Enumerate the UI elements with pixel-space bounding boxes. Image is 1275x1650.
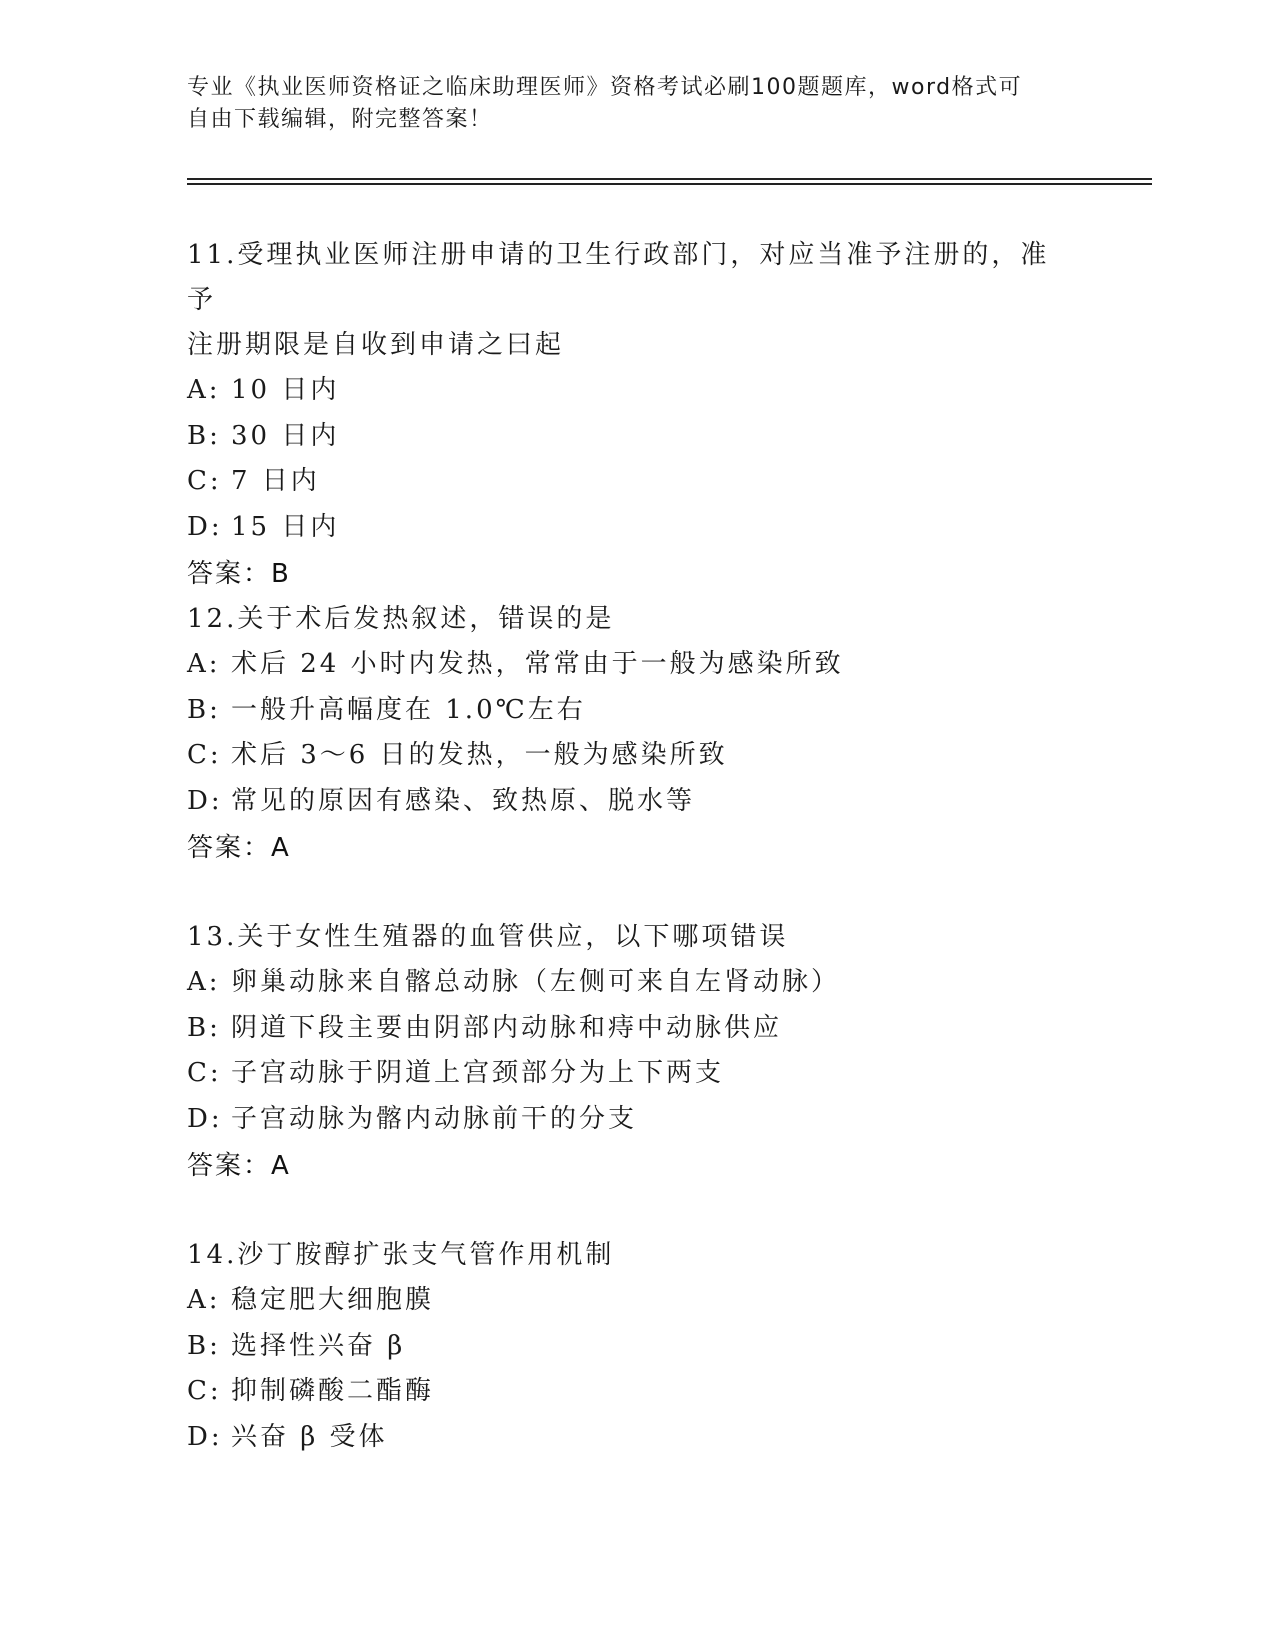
option-label: C: bbox=[187, 1058, 222, 1088]
question-stem-line-1: 13.关于女性生殖器的血管供应，以下哪项错误 bbox=[187, 922, 789, 952]
question-stem-line-2: 注册期限是自收到申请之曰起 bbox=[187, 330, 565, 360]
option-label: A: bbox=[187, 649, 221, 679]
header-divider-top bbox=[187, 178, 1152, 180]
question-11 bbox=[187, 233, 1087, 598]
question-stem bbox=[187, 1233, 1067, 1278]
answer: 答案：B bbox=[187, 559, 291, 589]
option-a bbox=[187, 1278, 1087, 1324]
option-a bbox=[187, 642, 1087, 688]
option-d bbox=[187, 779, 1087, 825]
option-text: 15 日内 bbox=[231, 511, 340, 542]
option-label: D: bbox=[187, 511, 223, 542]
option-label: C: bbox=[187, 740, 222, 770]
question-stem bbox=[187, 597, 1067, 642]
option-label: A: bbox=[187, 375, 221, 405]
option-text: 10 日内 bbox=[231, 375, 340, 405]
answer: 答案：A bbox=[187, 833, 291, 863]
option-d bbox=[187, 1097, 1087, 1143]
option-label: A: bbox=[187, 1285, 221, 1315]
header-line-1: 专业《执业医师资格证之临床助理医师》资格考试必刷100题题库，word格式可 bbox=[187, 75, 1023, 100]
option-b bbox=[187, 688, 1087, 734]
option-text: 抑制磷酸二酯酶 bbox=[231, 1376, 435, 1406]
option-text: 常见的原因有感染、致热原、脱水等 bbox=[231, 785, 696, 816]
option-text: 30 日内 bbox=[231, 420, 340, 451]
question-stem-line-1: 11.受理执业医师注册申请的卫生行政部门，对应当准予注册的，准予 bbox=[187, 240, 1050, 315]
option-c bbox=[187, 459, 1087, 505]
question-14 bbox=[187, 1233, 1087, 1460]
option-c bbox=[187, 733, 1087, 779]
option-b bbox=[187, 414, 1087, 460]
option-label: D: bbox=[187, 785, 223, 816]
option-label: A: bbox=[187, 967, 221, 997]
option-b bbox=[187, 1006, 1087, 1052]
option-label: C: bbox=[187, 1376, 222, 1406]
option-label: C: bbox=[187, 466, 222, 496]
option-label: B: bbox=[187, 694, 221, 725]
option-label: D: bbox=[187, 1103, 223, 1134]
option-text: 一般升高幅度在 1.0℃左右 bbox=[231, 694, 586, 725]
option-d bbox=[187, 505, 1087, 551]
option-label: B: bbox=[187, 420, 221, 451]
answer: 答案：A bbox=[187, 1151, 291, 1181]
option-text: 子宫动脉于阴道上宫颈部分为上下两支 bbox=[231, 1058, 725, 1088]
question-stem bbox=[187, 915, 1067, 960]
option-label: D: bbox=[187, 1421, 223, 1452]
option-label: B: bbox=[187, 1330, 221, 1361]
question-12 bbox=[187, 597, 1087, 872]
document-header bbox=[187, 72, 1067, 136]
option-text: 术后 24 小时内发热，常常由于一般为感染所致 bbox=[231, 649, 844, 679]
option-text: 选择性兴奋 β bbox=[231, 1330, 406, 1361]
option-text: 术后 3～6 日的发热，一般为感染所致 bbox=[231, 740, 728, 770]
header-line-2: 自由下载编辑，附完整答案！ bbox=[187, 107, 493, 132]
option-label: B: bbox=[187, 1012, 221, 1043]
header-divider-bottom bbox=[187, 183, 1152, 185]
option-d bbox=[187, 1415, 1087, 1461]
option-text: 阴道下段主要由阴部内动脉和痔中动脉供应 bbox=[231, 1012, 783, 1043]
question-13 bbox=[187, 915, 1087, 1190]
option-text: 兴奋 β 受体 bbox=[231, 1421, 388, 1452]
option-text: 稳定肥大细胞膜 bbox=[231, 1285, 435, 1315]
option-a bbox=[187, 960, 1087, 1006]
option-a bbox=[187, 368, 1087, 414]
option-b bbox=[187, 1324, 1087, 1370]
question-stem-line-1: 12.关于术后发热叙述，错误的是 bbox=[187, 604, 615, 634]
option-c bbox=[187, 1369, 1087, 1415]
question-stem bbox=[187, 233, 1067, 368]
question-stem-line-1: 14.沙丁胺醇扩张支气管作用机制 bbox=[187, 1240, 615, 1270]
option-text: 7 日内 bbox=[231, 466, 320, 496]
option-text: 卵巢动脉来自髂总动脉（左侧可来自左肾动脉） bbox=[231, 967, 841, 997]
option-c bbox=[187, 1051, 1087, 1097]
option-text: 子宫动脉为髂内动脉前干的分支 bbox=[231, 1103, 638, 1134]
